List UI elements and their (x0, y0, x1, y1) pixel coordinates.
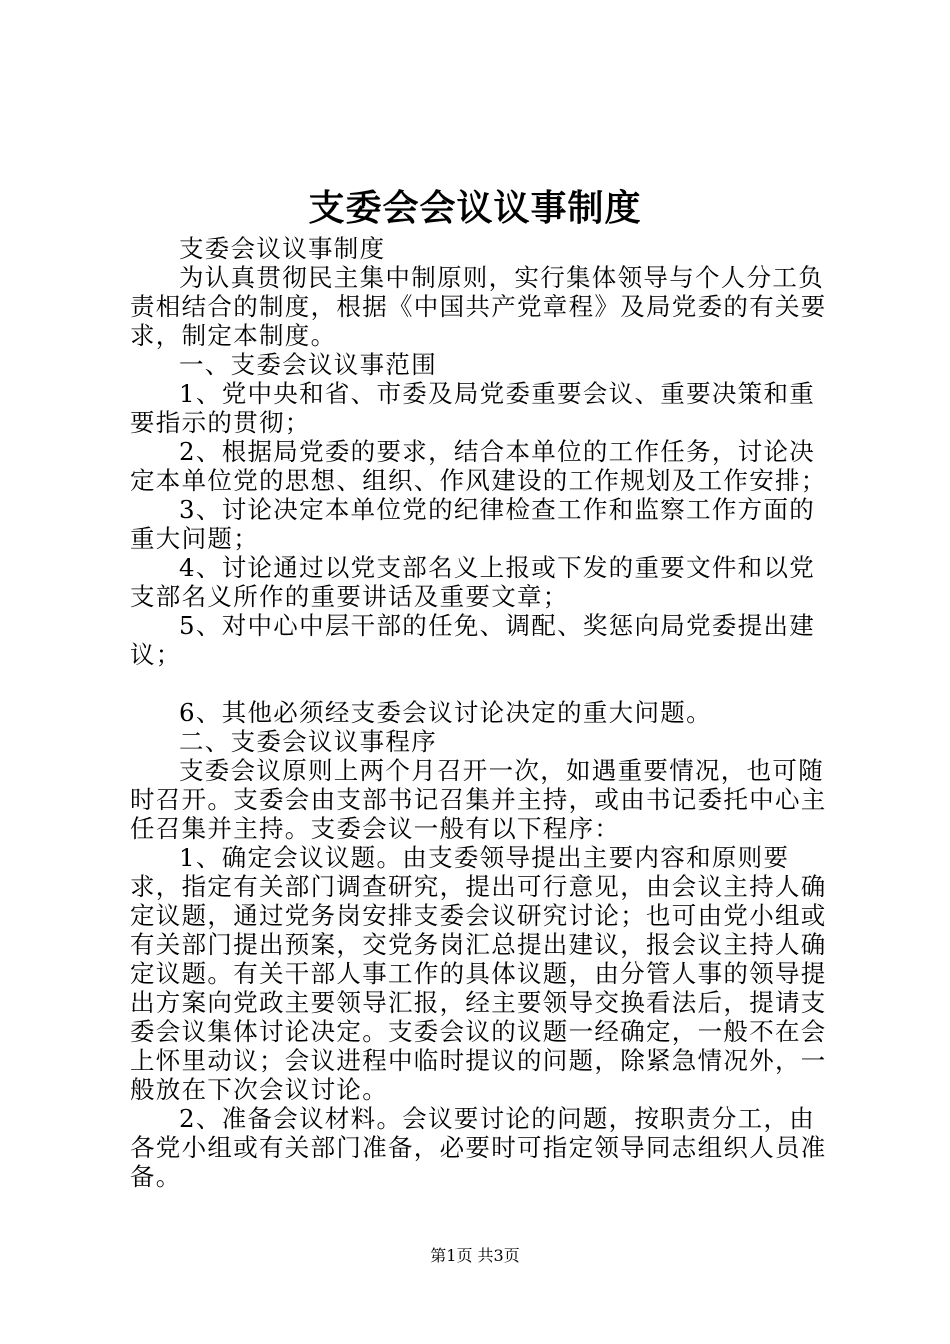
page-number: 第1页 共3页 (430, 1246, 520, 1265)
scope-item-3: 3、讨论决定本单位党的纪律检查工作和监察工作方面的重大问题； (130, 495, 816, 553)
document-body (130, 234, 830, 1191)
scope-item-6: 6、其他必须经支委会议讨论决定的重大问题。 (179, 698, 712, 727)
paragraph-subtitle: 支委会议议事制度 (179, 234, 386, 263)
procedure-item-1: 1、确定会议议题。由支委领导提出主要内容和原则要求，指定有关部门调查研究，提出可行意见，由会议主持人确定议题，通过党务岗安排支委会议研究讨论；也可由党小组或有关部门提出预案，交党务岗汇总提出建议，报会议主持人确定议题。有关干部人事工作的具体议题，由分管人事的领导提出方案向党政主要领导汇报，经主要领导交换看法后，提请支委会议集体讨论决定。支委会议的议题一经确定，一般不在会上怀里动议；会议进程中临时提议的问题，除紧急情况外，一般放在下次会议讨论。 (130, 843, 827, 1104)
procedure-intro: 支委会议原则上两个月召开一次，如遇重要情况，也可随时召开。支委会由支部书记召集并主持，或由书记委托中心主任召集并主持。支委会议一般有以下程序： (130, 756, 827, 843)
document-title: 支委会会议议事制度 (308, 187, 642, 229)
scope-item-4: 4、讨论通过以党支部名义上报或下发的重要文件和以党支部名义所作的重要讲话及重要文章； (130, 553, 816, 611)
paragraph-intro: 为认真贯彻民主集中制原则，实行集体领导与个人分工负责相结合的制度，根据《中国共产党章程》及局党委的有关要求，制定本制度。 (130, 263, 827, 350)
section-heading-procedure: 二、支委会议议事程序 (179, 727, 437, 756)
scope-item-2: 2、根据局党委的要求，结合本单位的工作任务，讨论决定本单位党的思想、组织、作风建设的工作规划及工作安排； (130, 437, 827, 495)
section-heading-scope: 一、支委会议议事范围 (179, 350, 437, 379)
procedure-item-2: 2、准备会议材料。会议要讨论的问题，按职责分工，由各党小组或有关部门准备，必要时可指定领导同志组织人员准备。 (130, 1104, 827, 1191)
scope-item-5: 5、对中心中层干部的任免、调配、奖惩向局党委提出建议； (130, 611, 816, 669)
scope-item-1: 1、党中央和省、市委及局党委重要会议、重要决策和重要指示的贯彻； (130, 379, 816, 437)
